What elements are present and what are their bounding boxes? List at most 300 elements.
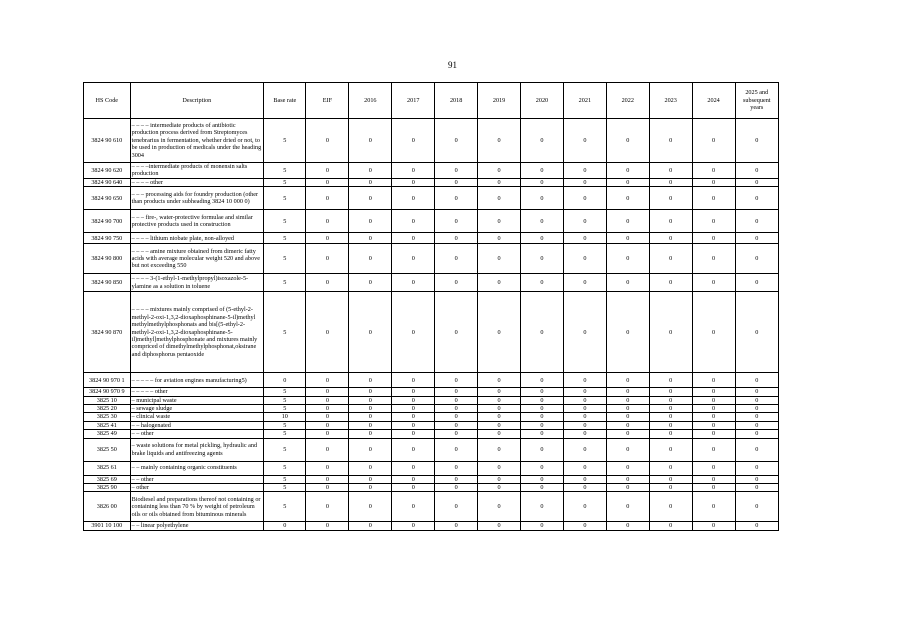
hs-code-cell: 3825 90 bbox=[84, 484, 131, 492]
rate-cell: 0 bbox=[563, 163, 606, 179]
rate-cell: 0 bbox=[649, 484, 692, 492]
rate-cell: 0 bbox=[692, 292, 735, 373]
rate-cell: 0 bbox=[306, 396, 349, 404]
rate-cell: 0 bbox=[435, 244, 478, 274]
rate-cell: 0 bbox=[692, 119, 735, 163]
rate-cell: 0 bbox=[521, 475, 564, 483]
rate-cell: 0 bbox=[563, 233, 606, 244]
rate-cell: 0 bbox=[306, 413, 349, 421]
rate-cell: 0 bbox=[435, 430, 478, 438]
rate-cell: 0 bbox=[478, 405, 521, 413]
hs-code-cell: 3824 90 620 bbox=[84, 163, 131, 179]
rate-cell: 0 bbox=[392, 396, 435, 404]
base-rate-cell: 0 bbox=[264, 522, 306, 530]
rate-cell: 0 bbox=[435, 233, 478, 244]
base-rate-cell: 10 bbox=[264, 413, 306, 421]
rate-cell: 0 bbox=[649, 430, 692, 438]
rate-cell: 0 bbox=[606, 187, 649, 210]
rate-cell: 0 bbox=[478, 396, 521, 404]
rate-cell: 0 bbox=[392, 187, 435, 210]
rate-cell: 0 bbox=[606, 405, 649, 413]
rate-cell: 0 bbox=[478, 413, 521, 421]
rate-cell: 0 bbox=[435, 163, 478, 179]
base-rate-cell: 5 bbox=[264, 396, 306, 404]
rate-cell: 0 bbox=[563, 484, 606, 492]
rate-cell: 0 bbox=[692, 492, 735, 522]
rate-cell: 0 bbox=[692, 430, 735, 438]
rate-cell: 0 bbox=[563, 492, 606, 522]
rate-cell: 0 bbox=[563, 119, 606, 163]
description-cell: – other bbox=[130, 484, 263, 492]
rate-cell: 0 bbox=[478, 388, 521, 396]
description-cell: – sewage sludge bbox=[130, 405, 263, 413]
rate-cell: 0 bbox=[349, 438, 392, 461]
rate-cell: 0 bbox=[306, 484, 349, 492]
rate-cell: 0 bbox=[435, 210, 478, 233]
rate-cell: 0 bbox=[521, 405, 564, 413]
rate-cell: 0 bbox=[349, 396, 392, 404]
rate-cell: 0 bbox=[478, 492, 521, 522]
description-cell: – clinical waste bbox=[130, 413, 263, 421]
rate-cell: 0 bbox=[606, 274, 649, 292]
rate-cell: 0 bbox=[521, 484, 564, 492]
rate-cell: 0 bbox=[349, 274, 392, 292]
hs-code-cell: 3824 90 650 bbox=[84, 187, 131, 210]
rate-cell: 0 bbox=[521, 163, 564, 179]
description-cell: – – – – intermediate products of antibiotic production process derived from Streptomyces tenebrarius in fermentation, whether dried or not, to be used in production of medicals under the heading 3004 bbox=[130, 119, 263, 163]
rate-cell: 0 bbox=[435, 438, 478, 461]
rate-cell: 0 bbox=[306, 163, 349, 179]
rate-cell: 0 bbox=[478, 522, 521, 530]
table-row bbox=[84, 413, 779, 421]
rate-cell: 0 bbox=[435, 492, 478, 522]
rate-cell: 0 bbox=[606, 522, 649, 530]
rate-cell: 0 bbox=[306, 187, 349, 210]
rate-cell: 0 bbox=[649, 396, 692, 404]
rate-cell: 0 bbox=[606, 244, 649, 274]
rate-cell: 0 bbox=[563, 373, 606, 388]
base-rate-cell: 5 bbox=[264, 244, 306, 274]
description-cell: – – – – – for aviation engines manufacturing5) bbox=[130, 373, 263, 388]
rate-cell: 0 bbox=[606, 178, 649, 186]
hs-code-cell: 3824 90 970 9 bbox=[84, 388, 131, 396]
rate-cell: 0 bbox=[735, 233, 778, 244]
rate-cell: 0 bbox=[392, 421, 435, 429]
page-number: 91 bbox=[448, 60, 457, 70]
rate-cell: 0 bbox=[606, 475, 649, 483]
rate-cell: 0 bbox=[349, 119, 392, 163]
table-header-row bbox=[84, 83, 779, 119]
table-row bbox=[84, 119, 779, 163]
rate-cell: 0 bbox=[649, 413, 692, 421]
base-rate-cell: 5 bbox=[264, 484, 306, 492]
rate-cell: 0 bbox=[392, 405, 435, 413]
table-row bbox=[84, 461, 779, 475]
table-row bbox=[84, 405, 779, 413]
rate-cell: 0 bbox=[563, 210, 606, 233]
table-row bbox=[84, 492, 779, 522]
rate-cell: 0 bbox=[306, 461, 349, 475]
rate-cell: 0 bbox=[649, 475, 692, 483]
column-header: 2020 bbox=[521, 83, 564, 119]
rate-cell: 0 bbox=[692, 388, 735, 396]
rate-cell: 0 bbox=[692, 484, 735, 492]
rate-cell: 0 bbox=[649, 178, 692, 186]
rate-cell: 0 bbox=[606, 484, 649, 492]
rate-cell: 0 bbox=[735, 522, 778, 530]
description-cell: – – – –intermediate products of monensin salts production bbox=[130, 163, 263, 179]
rate-cell: 0 bbox=[606, 430, 649, 438]
description-cell: – – – – – other bbox=[130, 388, 263, 396]
rate-cell: 0 bbox=[649, 163, 692, 179]
rate-cell: 0 bbox=[606, 421, 649, 429]
rate-cell: 0 bbox=[392, 484, 435, 492]
base-rate-cell: 5 bbox=[264, 388, 306, 396]
rate-cell: 0 bbox=[563, 475, 606, 483]
base-rate-cell: 5 bbox=[264, 274, 306, 292]
description-cell: – – mainly containing organic constituents bbox=[130, 461, 263, 475]
description-cell: – – – – 3-(1-ethyl-1-methylpropyl)isoxazole-5-ylamine as a solution in toluene bbox=[130, 274, 263, 292]
hs-code-cell: 3825 50 bbox=[84, 438, 131, 461]
column-header: 2025 and subsequent years bbox=[735, 83, 778, 119]
rate-cell: 0 bbox=[692, 421, 735, 429]
rate-cell: 0 bbox=[735, 187, 778, 210]
rate-cell: 0 bbox=[349, 187, 392, 210]
base-rate-cell: 5 bbox=[264, 492, 306, 522]
rate-cell: 0 bbox=[392, 178, 435, 186]
rate-cell: 0 bbox=[435, 522, 478, 530]
rate-cell: 0 bbox=[392, 373, 435, 388]
rate-cell: 0 bbox=[606, 396, 649, 404]
rate-cell: 0 bbox=[521, 430, 564, 438]
rate-cell: 0 bbox=[478, 244, 521, 274]
rate-cell: 0 bbox=[692, 274, 735, 292]
rate-cell: 0 bbox=[521, 388, 564, 396]
rate-cell: 0 bbox=[649, 405, 692, 413]
base-rate-cell: 5 bbox=[264, 119, 306, 163]
rate-cell: 0 bbox=[435, 187, 478, 210]
table-row bbox=[84, 178, 779, 186]
rate-cell: 0 bbox=[349, 421, 392, 429]
rate-cell: 0 bbox=[606, 292, 649, 373]
rate-cell: 0 bbox=[735, 163, 778, 179]
rate-cell: 0 bbox=[392, 413, 435, 421]
rate-cell: 0 bbox=[563, 292, 606, 373]
rate-cell: 0 bbox=[306, 438, 349, 461]
rate-cell: 0 bbox=[692, 210, 735, 233]
rate-cell: 0 bbox=[435, 475, 478, 483]
rate-cell: 0 bbox=[563, 274, 606, 292]
rate-cell: 0 bbox=[692, 438, 735, 461]
description-cell: – – – – mixtures mainly comprised of (5-ethyl-2-methyl-2-oxi-1,3,2-dioxaphosphinane-5-il)methyl methylmethylphosphonats and bis[(5-ethyl-2-methyl-2-oxi-1,3,2-dioxaphosphinane-5-il)methyl]methylphosphonate and mixtures mainly compriced of dimethylmethylphosphonat,oksirane and diphosphorus pentaoxide bbox=[130, 292, 263, 373]
rate-cell: 0 bbox=[521, 119, 564, 163]
rate-cell: 0 bbox=[521, 233, 564, 244]
rate-cell: 0 bbox=[606, 163, 649, 179]
table-row bbox=[84, 187, 779, 210]
table-body bbox=[84, 119, 779, 531]
column-header: 2019 bbox=[478, 83, 521, 119]
base-rate-cell: 5 bbox=[264, 421, 306, 429]
rate-cell: 0 bbox=[521, 522, 564, 530]
rate-cell: 0 bbox=[735, 413, 778, 421]
description-cell: – – – – lithium niobate plate, non-alloyed bbox=[130, 233, 263, 244]
rate-cell: 0 bbox=[606, 119, 649, 163]
tariff-schedule-table bbox=[83, 82, 779, 531]
description-cell: – municipal waste bbox=[130, 396, 263, 404]
rate-cell: 0 bbox=[606, 413, 649, 421]
rate-cell: 0 bbox=[349, 413, 392, 421]
rate-cell: 0 bbox=[563, 461, 606, 475]
base-rate-cell: 5 bbox=[264, 210, 306, 233]
table-row bbox=[84, 373, 779, 388]
rate-cell: 0 bbox=[521, 421, 564, 429]
rate-cell: 0 bbox=[649, 438, 692, 461]
rate-cell: 0 bbox=[735, 438, 778, 461]
description-cell: – – – – other bbox=[130, 178, 263, 186]
rate-cell: 0 bbox=[735, 292, 778, 373]
column-header: 2018 bbox=[435, 83, 478, 119]
rate-cell: 0 bbox=[306, 421, 349, 429]
description-cell: – – – processing aids for foundry production (other than products under subheading 3824 10 000 0) bbox=[130, 187, 263, 210]
base-rate-cell: 5 bbox=[264, 233, 306, 244]
rate-cell: 0 bbox=[478, 484, 521, 492]
hs-code-cell: 3824 90 640 bbox=[84, 178, 131, 186]
rate-cell: 0 bbox=[692, 373, 735, 388]
rate-cell: 0 bbox=[563, 421, 606, 429]
rate-cell: 0 bbox=[649, 492, 692, 522]
table-row bbox=[84, 233, 779, 244]
rate-cell: 0 bbox=[521, 178, 564, 186]
rate-cell: 0 bbox=[649, 233, 692, 244]
table-row bbox=[84, 396, 779, 404]
base-rate-cell: 5 bbox=[264, 475, 306, 483]
base-rate-cell: 0 bbox=[264, 373, 306, 388]
rate-cell: 0 bbox=[563, 430, 606, 438]
rate-cell: 0 bbox=[349, 373, 392, 388]
rate-cell: 0 bbox=[435, 292, 478, 373]
hs-code-cell: 3825 61 bbox=[84, 461, 131, 475]
rate-cell: 0 bbox=[735, 430, 778, 438]
rate-cell: 0 bbox=[306, 233, 349, 244]
rate-cell: 0 bbox=[392, 461, 435, 475]
rate-cell: 0 bbox=[735, 244, 778, 274]
description-cell: Biodiesel and preparations thereof not containing or containing less than 70 % by weight of petroleum oils or oils obtained from bituminous minerals bbox=[130, 492, 263, 522]
column-header: 2022 bbox=[606, 83, 649, 119]
rate-cell: 0 bbox=[478, 274, 521, 292]
rate-cell: 0 bbox=[735, 210, 778, 233]
table-row bbox=[84, 163, 779, 179]
rate-cell: 0 bbox=[563, 522, 606, 530]
rate-cell: 0 bbox=[478, 438, 521, 461]
rate-cell: 0 bbox=[478, 233, 521, 244]
rate-cell: 0 bbox=[349, 492, 392, 522]
rate-cell: 0 bbox=[735, 484, 778, 492]
description-cell: – – other bbox=[130, 475, 263, 483]
rate-cell: 0 bbox=[563, 244, 606, 274]
rate-cell: 0 bbox=[349, 388, 392, 396]
rate-cell: 0 bbox=[478, 292, 521, 373]
hs-code-cell: 3825 30 bbox=[84, 413, 131, 421]
rate-cell: 0 bbox=[692, 461, 735, 475]
rate-cell: 0 bbox=[435, 178, 478, 186]
rate-cell: 0 bbox=[735, 421, 778, 429]
column-header: HS Code bbox=[84, 83, 131, 119]
rate-cell: 0 bbox=[478, 210, 521, 233]
rate-cell: 0 bbox=[306, 492, 349, 522]
rate-cell: 0 bbox=[692, 244, 735, 274]
hs-code-cell: 3824 90 970 1 bbox=[84, 373, 131, 388]
rate-cell: 0 bbox=[392, 388, 435, 396]
rate-cell: 0 bbox=[563, 396, 606, 404]
hs-code-cell: 3826 00 bbox=[84, 492, 131, 522]
rate-cell: 0 bbox=[521, 396, 564, 404]
rate-cell: 0 bbox=[521, 210, 564, 233]
hs-code-cell: 3824 90 800 bbox=[84, 244, 131, 274]
rate-cell: 0 bbox=[649, 292, 692, 373]
hs-code-cell: 3824 90 700 bbox=[84, 210, 131, 233]
rate-cell: 0 bbox=[392, 233, 435, 244]
rate-cell: 0 bbox=[563, 405, 606, 413]
description-cell: – – – – amine mixture obtained from dimeric fatty acids with average molecular weight 520 and above but not exceeding 550 bbox=[130, 244, 263, 274]
column-header: 2021 bbox=[563, 83, 606, 119]
table-row bbox=[84, 210, 779, 233]
rate-cell: 0 bbox=[435, 421, 478, 429]
rate-cell: 0 bbox=[349, 233, 392, 244]
rate-cell: 0 bbox=[606, 388, 649, 396]
description-cell: – – – fire-, water-protective formulae and similar protective products used in construction bbox=[130, 210, 263, 233]
rate-cell: 0 bbox=[563, 413, 606, 421]
rate-cell: 0 bbox=[478, 178, 521, 186]
hs-code-cell: 3824 90 870 bbox=[84, 292, 131, 373]
rate-cell: 0 bbox=[521, 438, 564, 461]
rate-cell: 0 bbox=[306, 244, 349, 274]
rate-cell: 0 bbox=[606, 438, 649, 461]
rate-cell: 0 bbox=[692, 178, 735, 186]
rate-cell: 0 bbox=[306, 405, 349, 413]
rate-cell: 0 bbox=[392, 475, 435, 483]
column-header: Description bbox=[130, 83, 263, 119]
rate-cell: 0 bbox=[349, 484, 392, 492]
base-rate-cell: 5 bbox=[264, 405, 306, 413]
rate-cell: 0 bbox=[692, 233, 735, 244]
column-header: 2024 bbox=[692, 83, 735, 119]
rate-cell: 0 bbox=[478, 421, 521, 429]
hs-code-cell: 3825 69 bbox=[84, 475, 131, 483]
rate-cell: 0 bbox=[606, 373, 649, 388]
rate-cell: 0 bbox=[349, 461, 392, 475]
rate-cell: 0 bbox=[649, 210, 692, 233]
description-cell: – – other bbox=[130, 430, 263, 438]
table-row bbox=[84, 438, 779, 461]
rate-cell: 0 bbox=[692, 413, 735, 421]
rate-cell: 0 bbox=[521, 461, 564, 475]
table-row bbox=[84, 421, 779, 429]
rate-cell: 0 bbox=[649, 388, 692, 396]
base-rate-cell: 5 bbox=[264, 461, 306, 475]
rate-cell: 0 bbox=[435, 388, 478, 396]
table-row bbox=[84, 388, 779, 396]
rate-cell: 0 bbox=[563, 178, 606, 186]
rate-cell: 0 bbox=[735, 405, 778, 413]
rate-cell: 0 bbox=[306, 373, 349, 388]
hs-code-cell: 3901 10 100 bbox=[84, 522, 131, 530]
rate-cell: 0 bbox=[349, 210, 392, 233]
rate-cell: 0 bbox=[735, 119, 778, 163]
description-cell: – waste solutions for metal pickling, hydraulic and brake liquids and antifreezing agents bbox=[130, 438, 263, 461]
rate-cell: 0 bbox=[435, 274, 478, 292]
rate-cell: 0 bbox=[521, 492, 564, 522]
rate-cell: 0 bbox=[692, 187, 735, 210]
description-cell: – – halogenated bbox=[130, 421, 263, 429]
base-rate-cell: 5 bbox=[264, 187, 306, 210]
rate-cell: 0 bbox=[606, 461, 649, 475]
rate-cell: 0 bbox=[478, 461, 521, 475]
rate-cell: 0 bbox=[521, 187, 564, 210]
rate-cell: 0 bbox=[606, 492, 649, 522]
rate-cell: 0 bbox=[521, 373, 564, 388]
table-row bbox=[84, 292, 779, 373]
rate-cell: 0 bbox=[306, 430, 349, 438]
base-rate-cell: 5 bbox=[264, 438, 306, 461]
rate-cell: 0 bbox=[349, 430, 392, 438]
hs-code-cell: 3825 10 bbox=[84, 396, 131, 404]
rate-cell: 0 bbox=[692, 163, 735, 179]
rate-cell: 0 bbox=[435, 405, 478, 413]
rate-cell: 0 bbox=[306, 522, 349, 530]
rate-cell: 0 bbox=[349, 244, 392, 274]
rate-cell: 0 bbox=[392, 430, 435, 438]
rate-cell: 0 bbox=[306, 292, 349, 373]
column-header: 2023 bbox=[649, 83, 692, 119]
table-row bbox=[84, 430, 779, 438]
rate-cell: 0 bbox=[649, 274, 692, 292]
rate-cell: 0 bbox=[392, 438, 435, 461]
rate-cell: 0 bbox=[306, 178, 349, 186]
rate-cell: 0 bbox=[306, 388, 349, 396]
rate-cell: 0 bbox=[692, 396, 735, 404]
hs-code-cell: 3824 90 610 bbox=[84, 119, 131, 163]
rate-cell: 0 bbox=[392, 492, 435, 522]
rate-cell: 0 bbox=[392, 292, 435, 373]
rate-cell: 0 bbox=[649, 461, 692, 475]
rate-cell: 0 bbox=[435, 119, 478, 163]
rate-cell: 0 bbox=[521, 274, 564, 292]
hs-code-cell: 3824 90 750 bbox=[84, 233, 131, 244]
rate-cell: 0 bbox=[392, 274, 435, 292]
rate-cell: 0 bbox=[521, 292, 564, 373]
base-rate-cell: 5 bbox=[264, 163, 306, 179]
rate-cell: 0 bbox=[349, 522, 392, 530]
table-row bbox=[84, 274, 779, 292]
rate-cell: 0 bbox=[435, 461, 478, 475]
hs-code-cell: 3824 90 850 bbox=[84, 274, 131, 292]
rate-cell: 0 bbox=[735, 475, 778, 483]
rate-cell: 0 bbox=[649, 373, 692, 388]
rate-cell: 0 bbox=[606, 210, 649, 233]
rate-cell: 0 bbox=[735, 373, 778, 388]
rate-cell: 0 bbox=[392, 119, 435, 163]
column-header: Base rate bbox=[264, 83, 306, 119]
hs-code-cell: 3825 20 bbox=[84, 405, 131, 413]
rate-cell: 0 bbox=[735, 492, 778, 522]
base-rate-cell: 5 bbox=[264, 292, 306, 373]
rate-cell: 0 bbox=[563, 388, 606, 396]
rate-cell: 0 bbox=[392, 244, 435, 274]
rate-cell: 0 bbox=[692, 522, 735, 530]
rate-cell: 0 bbox=[349, 475, 392, 483]
column-header: EIF bbox=[306, 83, 349, 119]
rate-cell: 0 bbox=[649, 522, 692, 530]
